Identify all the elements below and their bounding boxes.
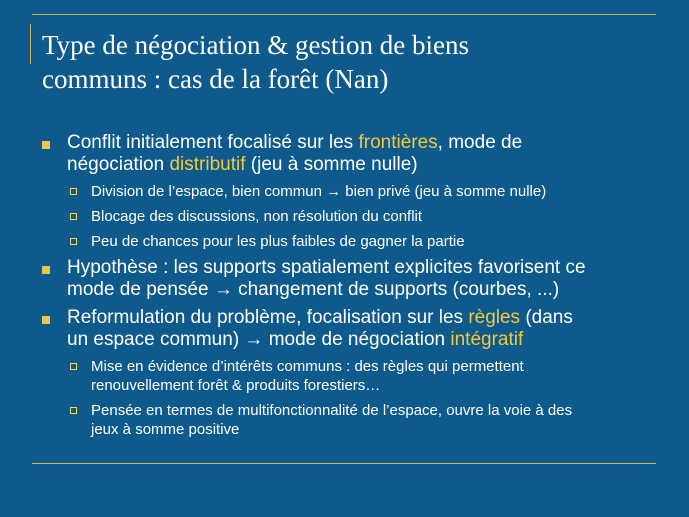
sub-bullet-text-line-2: jeux à somme positive <box>91 421 240 438</box>
top-rule <box>32 14 656 15</box>
bullet-1-text-b: , mode de <box>437 132 523 153</box>
sub-bullet-text-line-2: renouvellement forêt & produits forestiers… <box>91 377 381 394</box>
square-bullet-icon <box>42 266 50 274</box>
slide-title-line-1: Type de négociation & gestion de biens <box>42 30 470 60</box>
sub-bullet-1-1 <box>42 182 657 201</box>
sub-bullet-text-line-1: Pensée en termes de multifonctionnalité de l’espace, ouvre la voie à des <box>91 402 573 419</box>
hollow-square-bullet-icon <box>70 213 77 220</box>
bullet-3-text-a: Reformulation du problème, focalisation sur les <box>67 307 469 328</box>
square-bullet-icon <box>42 316 50 324</box>
slide-title <box>42 28 662 96</box>
sub-bullet-1-3 <box>42 232 657 251</box>
left-rule <box>30 24 31 64</box>
bullet-2 <box>42 257 657 301</box>
bullet-1-text-c: négociation <box>67 154 170 175</box>
bullet-1-highlight-frontieres: frontières <box>358 132 438 153</box>
sub-bullet-1-2 <box>42 207 657 226</box>
bullet-1 <box>42 132 657 176</box>
hollow-square-bullet-icon <box>70 238 77 245</box>
sub-bullet-3-2 <box>42 401 657 439</box>
sub-bullet-3-1 <box>42 357 657 395</box>
bullet-2-text-a: Hypothèse : les supports spatialement explicites favorisent ce <box>67 257 586 278</box>
hollow-square-bullet-icon <box>70 407 77 414</box>
bottom-rule <box>32 463 656 464</box>
slide-content <box>42 132 657 445</box>
slide-title-line-2: communs : cas de la forêt (Nan) <box>42 64 389 94</box>
sub-bullet-text: Peu de chances pour les plus faibles de gagner la partie <box>91 233 465 250</box>
bullet-1-highlight-distributif: distributif <box>169 154 246 175</box>
sub-bullet-text-line-1: Mise en évidence d’intérêts communs : des règles qui permettent <box>91 358 524 375</box>
bullet-3-highlight-integratif: intégratif <box>450 329 524 350</box>
bullet-3-text-b: (dans <box>520 307 573 328</box>
sub-bullet-text: Division de l’espace, bien commun → bien privé (jeu à somme nulle) <box>91 183 547 200</box>
bullet-3 <box>42 307 657 351</box>
hollow-square-bullet-icon <box>70 363 77 370</box>
bullet-1-text-a: Conflit initialement focalisé sur les <box>67 132 359 153</box>
bullet-2-text-b: mode de pensée → changement de supports (courbes, ...) <box>67 279 560 300</box>
bullet-3-highlight-regles: règles <box>468 307 521 328</box>
hollow-square-bullet-icon <box>70 188 77 195</box>
bullet-1-text-d: (jeu à somme nulle) <box>245 154 418 175</box>
sub-bullet-text: Blocage des discussions, non résolution du conflit <box>91 208 423 225</box>
bullet-3-text-c: un espace commun) → mode de négociation <box>67 329 451 350</box>
square-bullet-icon <box>42 141 50 149</box>
